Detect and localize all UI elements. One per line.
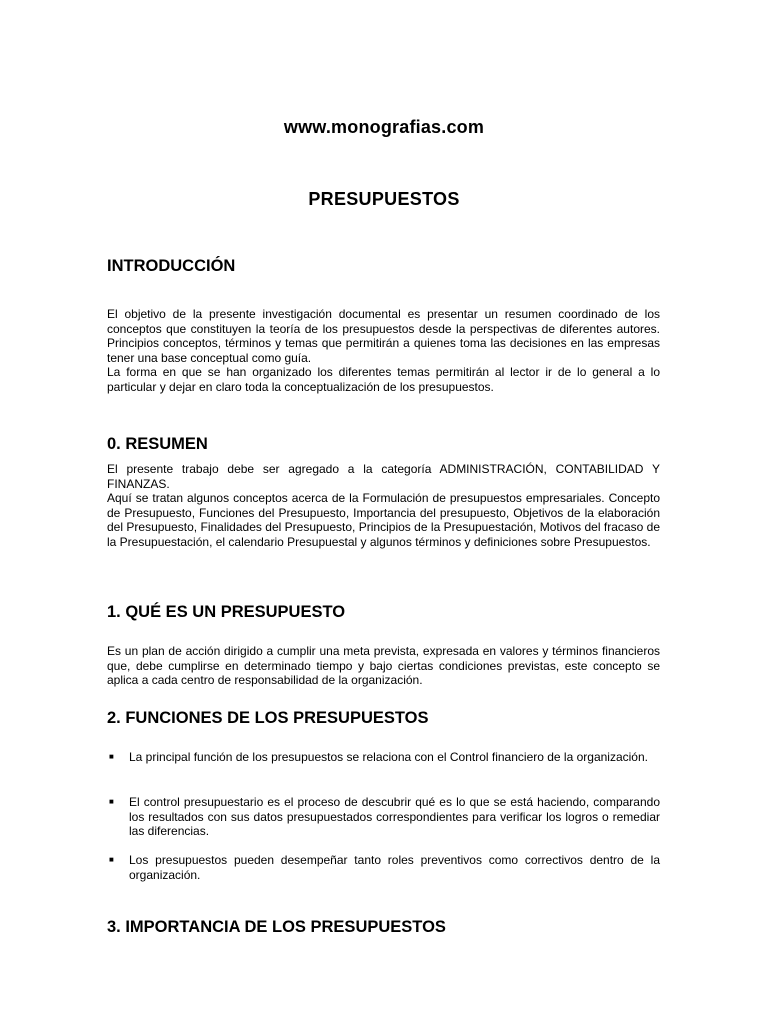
list-item (107, 795, 660, 839)
site-url: www.monografias.com (283, 117, 485, 137)
heading-introduccion: INTRODUCCIÓN (107, 257, 236, 275)
heading-que-es: 1. QUÉ ES UN PRESUPUESTO (107, 603, 346, 621)
bullet-icon: ■ (109, 855, 114, 864)
bullet-icon: ■ (109, 797, 114, 806)
list-item (107, 750, 660, 765)
list-item-text: La principal función de los presupuestos se relaciona con el Control financiero de la organización. (129, 750, 648, 764)
introduccion-paragraph-2: La forma en que se han organizado los diferentes temas permitirán al lector ir de lo general a lo particular y dejar en claro toda la conceptualización de los presupuestos. (107, 365, 660, 394)
heading-funciones: 2. FUNCIONES DE LOS PRESUPUESTOS (107, 709, 429, 727)
list-item (107, 853, 660, 882)
heading-resumen: 0. RESUMEN (107, 435, 208, 453)
que-es-body (107, 644, 660, 688)
introduccion-paragraph-1: El objetivo de la presente investigación documental es presentar un resumen coordinado de los conceptos que constituyen la teoría de los presupuestos desde la perspectivas de diferentes autores. Principios conceptos, términos y temas que permitirán a quienes toma las decisiones en las empresas tener una base conceptual como guía. (107, 307, 660, 365)
resumen-paragraph-1: El presente trabajo debe ser agregado a la categoría ADMINISTRACIÓN, CONTABILIDAD Y FINANZAS. (107, 462, 660, 491)
heading-importancia: 3. IMPORTANCIA DE LOS PRESUPUESTOS (107, 918, 446, 936)
que-es-paragraph: Es un plan de acción dirigido a cumplir una meta prevista, expresada en valores y términos financieros que, debe cumplirse en determinado tiempo y bajo ciertas condiciones previstas, este concepto se aplica a cada centro de responsabilidad de la organización. (107, 644, 660, 687)
list-item-text: Los presupuestos pueden desempeñar tanto roles preventivos como correctivos dentro de la organización. (129, 853, 660, 882)
introduccion-body (107, 307, 660, 394)
document-title: PRESUPUESTOS (308, 189, 460, 209)
bullet-icon: ■ (109, 752, 114, 761)
resumen-body (107, 462, 660, 549)
list-item-text: El control presupuestario es el proceso de descubrir qué es lo que se está haciendo, comparando los resultados con sus datos presupuestados correspondientes para verificar los logros o remediar las diferencias. (129, 795, 660, 838)
resumen-paragraph-2: Aquí se tratan algunos conceptos acerca de la Formulación de presupuestos empresariales. Concepto de Presupuesto, Funciones del Presupuesto, Importancia del presupuesto, Objetivos de la elaboración del Presupuesto, Finalidades del Presupuesto, Principios de la Presupuestación, Motivos del fracaso de la Presupuestación, el calendario Presupuestal y algunos términos y definiciones sobre Presupuestos. (107, 491, 660, 549)
